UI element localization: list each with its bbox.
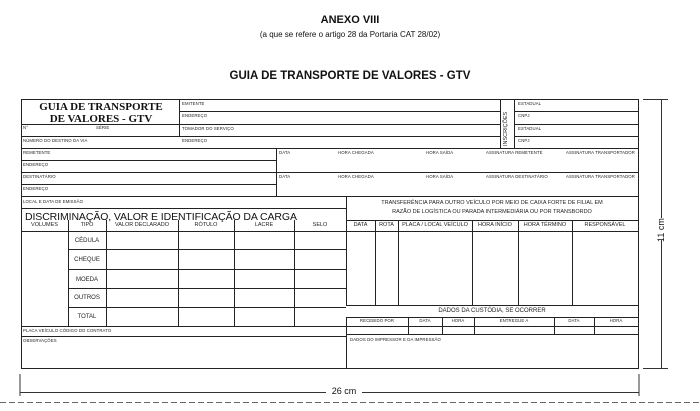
height-dimension: 11 cm [656,218,666,242]
col-volumes: VOLUMES [31,222,58,228]
destino-label: NÚMERO DO DESTINO DA VIA [23,138,88,143]
endereco-label: ENDEREÇO [182,113,208,118]
endereco-destinatario-label: ENDEREÇO [23,186,49,191]
ass-transportador-label-1: ASSINATURA TRANSPORTADOR [566,150,635,155]
annex-title: ANEXO VIII [320,14,380,26]
tipo-total: TOTAL [77,314,97,320]
document-title: GUIA DE TRANSPORTE DE VALORES - GTV [229,70,471,82]
tipo-outros: OUTROS [74,295,100,301]
placa-veiculo-label: PLACA VEÍCULO CÓDIGO DO CONTRATO [23,328,112,333]
hora-chegada-label-2: HORA CHEGADA [338,174,374,179]
ass-remetente-label: ASSINATURA REMETENTE [486,150,543,155]
ccol-recebido: RECEBIDO POR [359,318,395,323]
impressor-label: DADOS DO IMPRESSOR E DA IMPRESSÃO [350,337,441,342]
width-dimension: 26 cm [331,386,357,396]
tcol-rota: ROTA [379,222,394,228]
tomador-label: TOMADOR DO SERVIÇO [182,126,234,131]
estadual-label-1: ESTADUAL [518,101,542,106]
observacoes-label: OBSERVAÇÕES [23,338,57,343]
tcol-hora-termino: HORA TÉRMINO [523,222,567,228]
tcol-placa: PLACA / LOCAL VEÍCULO [402,222,468,228]
col-selo: SELO [312,222,328,228]
ass-transportador-label-2: ASSINATURA TRANSPORTADOR [566,174,635,179]
ccol-hora-1: HORA [451,318,465,323]
annex-reference: (a que se refere o artigo 28 da Portaria CAT 28/02) [259,30,441,39]
transfer-line1: TRANSFERÊNCIA PARA OUTRO VEÍCULO POR MEIO DE CAIXA FORTE DE FILIAL EM [381,200,603,206]
no-label: N° [23,125,29,130]
box-title-line2: DE VALORES - GTV [49,113,153,125]
ccol-entregue: ENTREGUE A [499,318,529,323]
tipo-moeda: MOEDA [75,277,98,283]
ass-destinatario-label: ASSINATURA DESTINATÁRIO [486,174,548,179]
col-rotulo: RÓTULO [194,222,218,228]
estadual-label-2: ESTADUAL [518,126,542,131]
tipo-cedula: CÉDULA [74,238,100,244]
remetente-label: REMETENTE [23,150,51,155]
serie-label: SÉRIE [96,125,110,130]
local-data-label: LOCAL E DATA DE EMISSÃO [23,199,84,204]
col-tipo: TIPO [80,222,94,228]
endereco-remetente-label: ENDEREÇO [23,162,49,167]
destinatario-label: DESTINATÁRIO [23,174,56,179]
tcol-hora-inicio: HORA INÍCIO [478,222,512,228]
inscricoes-label: INSCRIÇÕES [503,111,509,146]
hora-saida-label-1: HORA SAÍDA [426,150,454,155]
ccol-data-2: DATA [568,318,580,323]
endereco-tomador-label: ENDEREÇO [182,138,208,143]
data-label-1: DATA [279,150,291,155]
hora-chegada-label-1: HORA CHEGADA [338,150,374,155]
custodia-heading: DADOS DA CUSTÓDIA, SE OCORRER [438,308,546,314]
ccol-hora-2: HORA [609,318,623,323]
tcol-responsavel: RESPONSÁVEL [584,222,626,228]
cnpj-label-1: CNPJ [518,113,530,118]
box-title-line1: GUIA DE TRANSPORTE [39,101,163,113]
hora-saida-label-2: HORA SAÍDA [426,174,454,179]
discriminacao-heading: DISCRIMINAÇÃO, VALOR E IDENTIFICAÇÃO DA CARGA [25,211,297,223]
form-frame [22,100,639,369]
col-valor-declarado: VALOR DECLARADO [115,222,169,228]
data-label-2: DATA [279,174,291,179]
cnpj-label-2: CNPJ [518,138,530,143]
transfer-line2: RAZÃO DE LOGÍSTICA OU PARADA INTERMEDIÁRIA OU POR TRANSBORDO [392,209,592,215]
ccol-data-1: DATA [419,318,431,323]
emitente-label: EMITENTE [182,101,205,106]
tcol-data: DATA [353,222,368,228]
col-lacre: LACRE [254,222,274,228]
tipo-cheque: CHEQUE [74,257,100,263]
